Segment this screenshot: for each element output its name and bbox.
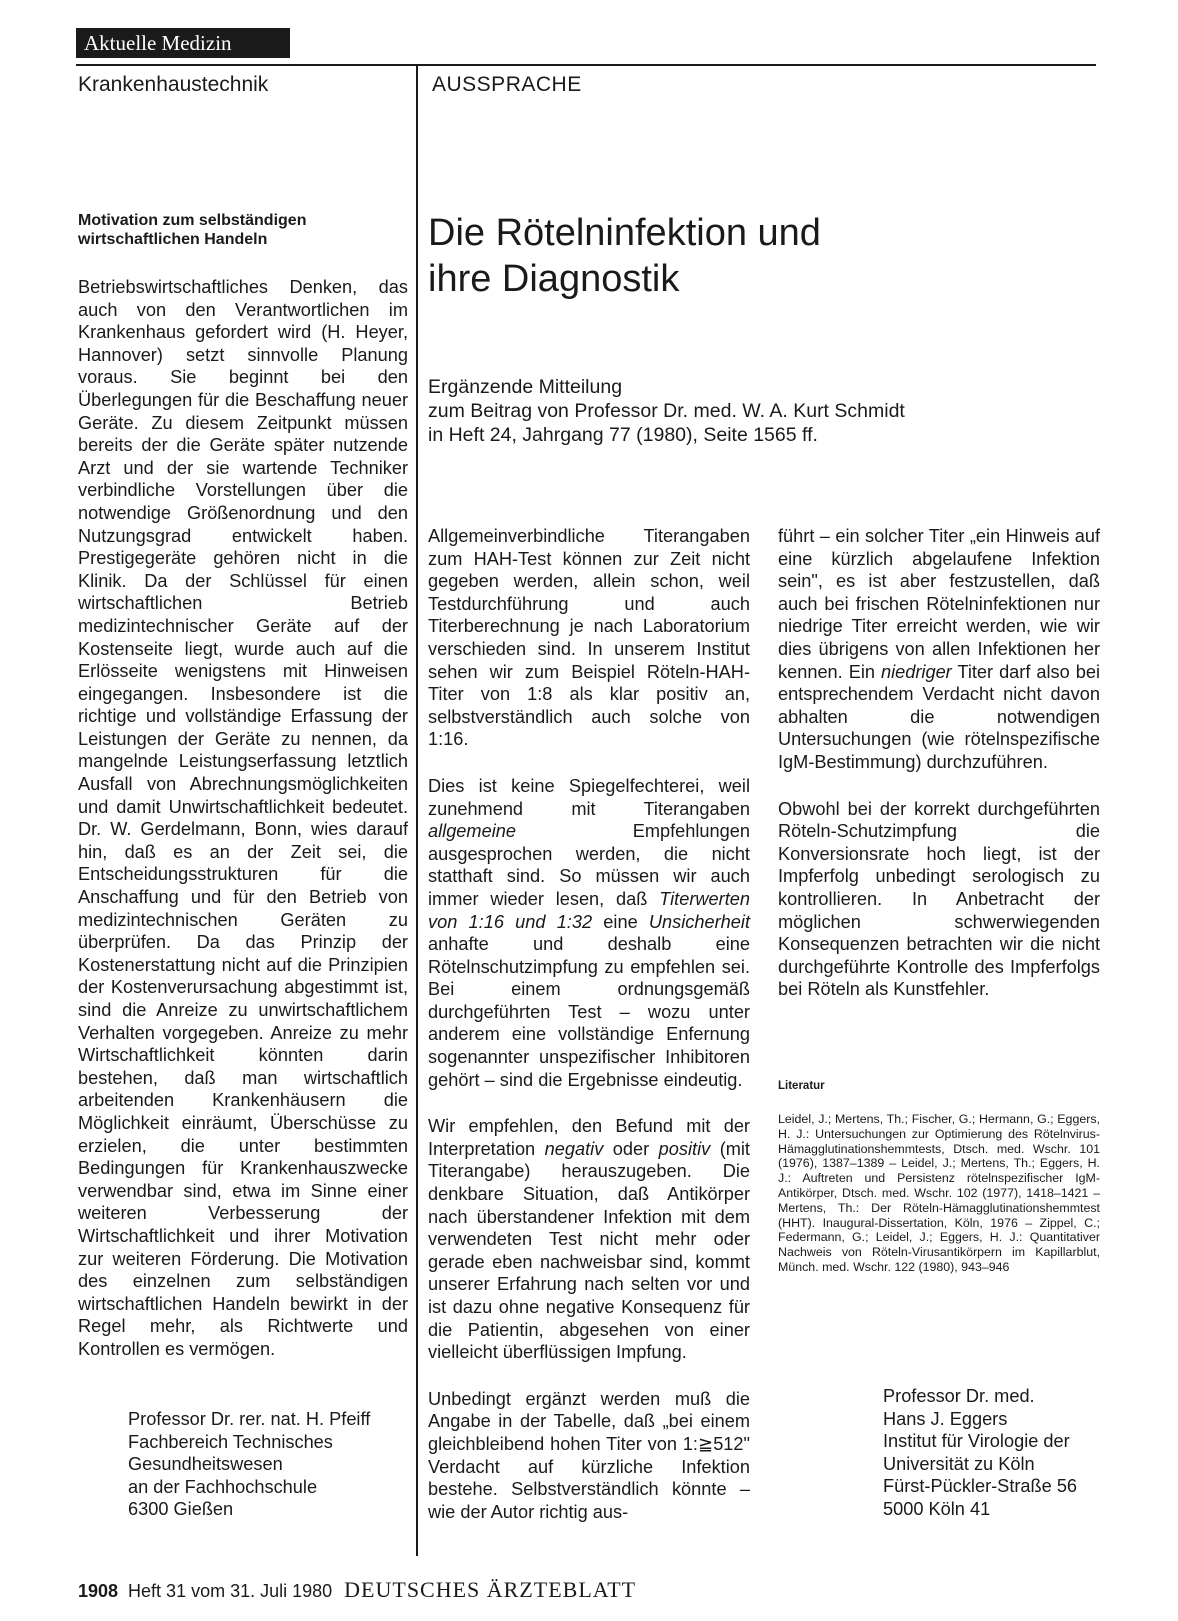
- author-line: Universität zu Köln: [883, 1453, 1035, 1474]
- journal-name: DEUTSCHES ÄRZTEBLATT: [344, 1577, 637, 1602]
- article-paragraph: Dies ist keine Spiegelfechterei, weil zunehmend mit Titerangaben allgemeine Empfehlungen ausgesprochen werden, die nicht statthaft sind. So müssen wir auch immer wieder lesen, daß Titerwerten von 1:16 und 1:32 eine Unsicherheit anhafte und deshalb eine Rötelnschutzimpfung zu empfehlen sei. Bei einem ordnungsgemäß durchgeführten Test – wozu unter anderem eine vollständige Enfernung sogenannter unspezifischer Inhibitoren gehört – sind die Ergebnisse eindeutig.: [428, 775, 750, 1090]
- author-line: Institut für Virologie der: [883, 1431, 1070, 1452]
- article-paragraph: Unbedingt ergänzt werden muß die Angabe in der Tabelle, daß „bei einem gleichbleibend hohen Titer von 1:≧512" Verdacht auf kürzliche Infektion bestehe. Selbstverständlich könnte – wie der Autor richtig aus-: [428, 1388, 750, 1522]
- article-paragraph: Wir empfehlen, den Befund mit der Interpretation negativ oder positiv (mit Titerangabe) herauszugeben. Die denkbare Situation, daß Antikörper nach überstandener Infektion mit dem verwendeten Test nicht mehr oder gerade eben nachweisbar sind, kommt unserer Erfahrung nach selten vor und ist dazu ohne negative Konsequenz für die Patientin, abgesehen von einer vielleicht überflüssigen Impfung.: [428, 1116, 750, 1363]
- author-line: 6300 Gießen: [128, 1499, 234, 1520]
- section-badge: [76, 28, 290, 58]
- article-column-middle: [428, 525, 750, 1523]
- article-paragraph: führt – ein solcher Titer „ein Hinweis auf eine kürzlich abgelaufene Infektion sein", es ist aber festzustellen, daß auch bei frischen Rötelninfektionen nur niedrige Titer erreicht werden, wie wir dies übrigens von allen Infektionen her kennen. Ein niedriger Titer darf also bei entsprechendem Verdacht nicht davon abhalten die notwendigen Untersuchungen (wie rötelnspezifische IgM-Bestimmung) durchzuführen.: [778, 526, 1100, 772]
- literature-heading: Literatur: [778, 1080, 825, 1092]
- subtitle-line: Ergänzende Mitteilung: [428, 376, 623, 398]
- left-author-block: [128, 1408, 370, 1521]
- page-footer: [78, 1577, 636, 1603]
- left-article-body: [78, 276, 408, 1361]
- author-line: 5000 Köln 41: [883, 1498, 991, 1519]
- title-line: ihre Diagnostik: [428, 258, 680, 300]
- author-line: Fürst-Pückler-Straße 56: [883, 1476, 1078, 1497]
- article-title: [428, 210, 1068, 302]
- section-label-left: Krankenhaustechnik: [78, 73, 269, 96]
- literature-references: Leidel, J.; Mertens, Th.; Fischer, G.; Hermann, G.; Eggers, H. J.: Untersuchungen zur Optimierung des Rötelnvirus-Hämagglutinationshemmtests, Dtsch. med. Wschr. 101 (1976), 1387–1389 – Leidel, J.; Mertens, Th.; Eggers, H. J.: Auftreten und Persistenz rötelnspezifischer IgM-Antikörper, Dtsch. med. Wschr. 102 (1977), 1418–1421 – Mertens, Th.: Der Röteln-Hämagglutinationshemmtest (HHT). Inaugural-Dissertation, Köln, 1976 – Zippel, C.; Federmann, G.; Leidel, J.; Eggers, H. J.: Quantitativer Nachweis von Röteln-Virusantikörpern im Kapillarblut, Münch. med. Wschr. 122 (1980), 943–946: [778, 1112, 1100, 1274]
- author-line: Professor Dr. med.: [883, 1386, 1035, 1406]
- issue-info: Heft 31 vom 31. Juli 1980: [128, 1581, 333, 1601]
- subtitle-line: in Heft 24, Jahrgang 77 (1980), Seite 1565 ff.: [428, 424, 818, 446]
- section-label-right: AUSSPRACHE: [432, 73, 582, 96]
- title-line: Die Rötelninfektion und: [428, 212, 821, 254]
- left-article-heading: Motivation zum selbständigen wirtschaftlichen Handeln: [78, 212, 307, 248]
- article-column-right: [778, 525, 1100, 1001]
- author-line: Professor Dr. rer. nat. H. Pfeiff: [128, 1409, 371, 1429]
- page-number: 1908: [78, 1581, 119, 1601]
- header-rule: [76, 64, 1096, 66]
- author-line: an der Fachhochschule: [128, 1476, 318, 1497]
- column-divider: [416, 64, 418, 1556]
- left-article-paragraph: Betriebswirtschaftliches Denken, das auch von den Verantwortlichen im Krankenhaus gefordert wird (H. Heyer, Hannover) setzt sinnvolle Planung voraus. Sie beginnt bei den Überlegungen für die Beschaffung neuer Geräte. Zu diesem Zeitpunkt müssen bereits der die Geräte später nutzende Arzt und der sie wartende Techniker verbindliche Vorstellungen über die notwendige Größenordnung und den Nutzungsgrad entwickelt haben. Prestigegeräte gehören nicht in die Klinik. Da der Schlüssel für einen wirtschaftlichen Betrieb medizintechnischer Geräte auf der Kostenseite liegt, wurde auch auf die Erlösseite wenigstens mit Hinweisen eingegangen. Insbesondere ist die richtige und vollständige Erfassung der Leistungen der Geräte zu nennen, da mangelnde Leistungserfassung letztlich Ausfall von Abrechnungsmöglichkeiten und damit Unwirtschaftlichkeit bedeutet. Dr. W. Gerdelmann, Bonn, wies darauf hin, daß es an der Zeit sei, die Entscheidungsstrukturen für die Anschaffung und für den Betrieb von medizintechnischen Geräten zu überprüfen. Da das Prinzip der Kostenerstattung nicht auf die Prinzipien der Kostenverursachung abgestimmt ist, sind die Anreize zu unwirtschaftlichem Verhalten vorgegeben. Anreize zu mehr Wirtschaftlichkeit könnten darin bestehen, daß man wirtschaftlich arbeitenden Krankenhäusern die Möglichkeit einräumt, Überschüsse zu erzielen, die unter bestimmten Bedingungen für Krankenhauszwecke verwendbar sind, etwa im Sinne einer weiteren Verbesserung der Wirtschaftlichkeit und ihrer Motivation zur weiteren Förderung. Die Motivation des einzelnen zum selbständigen wirtschaftlichen Handeln bewirkt in der Regel mehr, als Richtwerte und Kontrollen es vermögen.: [78, 277, 408, 1359]
- author-line: Hans J. Eggers: [883, 1408, 1008, 1429]
- subtitle-line: zum Beitrag von Professor Dr. med. W. A. Kurt Schmidt: [428, 400, 905, 422]
- article-subtitle: [428, 375, 1088, 447]
- author-line: Gesundheitswesen: [128, 1454, 283, 1475]
- author-line: Fachbereich Technisches: [128, 1431, 333, 1452]
- badge-label: Aktuelle Medizin: [84, 31, 232, 55]
- article-paragraph: Allgemeinverbindliche Titerangaben zum HAH-Test können zur Zeit nicht gegeben werden, allein schon, weil Testdurchführung und auch Titerberechnung je nach Laboratorium verschieden sind. In unserem Institut sehen wir zum Beispiel Röteln-HAH-Titer von 1:8 als klar positiv an, selbstverständlich auch solche von 1:16.: [428, 526, 750, 750]
- article-paragraph: Obwohl bei der korrekt durchgeführten Röteln-Schutzimpfung die Konversionsrate hoch liegt, ist der Impferfolg unbedingt serologisch zu kontrollieren. In Anbetracht der möglichen schwerwiegenden Konsequenzen betrachten wir die nicht durchgeführte Kontrolle des Impferfolgs bei Röteln als Kunstfehler.: [778, 798, 1100, 1000]
- right-author-block: [883, 1385, 1077, 1521]
